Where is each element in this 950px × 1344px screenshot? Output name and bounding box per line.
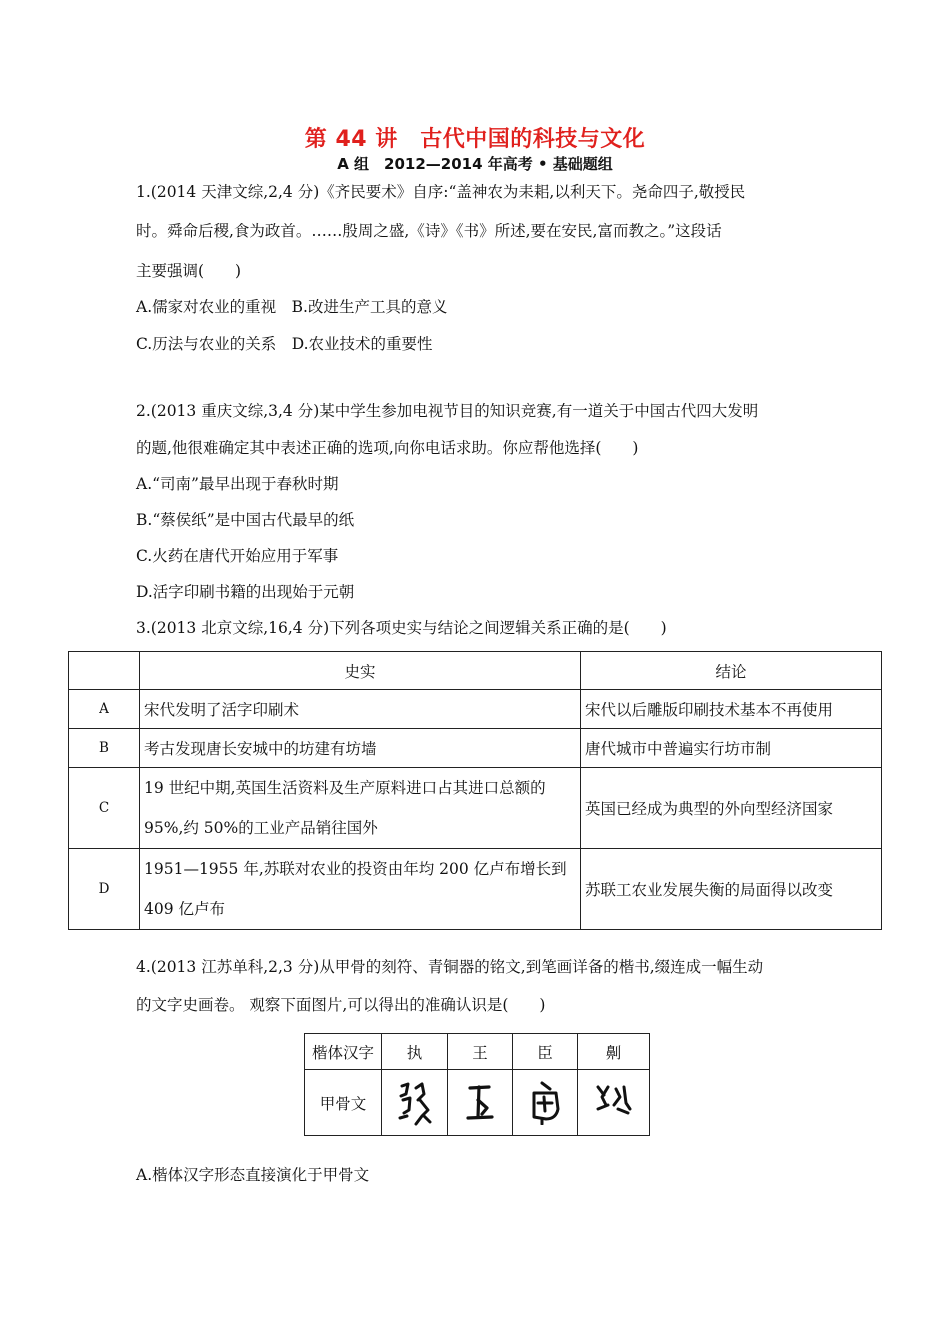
row-conclusion: 苏联工农业发展失衡的局面得以改变 (581, 849, 882, 930)
q1-stem-line-1: 1.(2014 天津文综,2,4 分)《齐民要术》自序:“盖神农为耒耜,以利天下。尧命四子,敬授民 (136, 183, 746, 201)
char-wang: 王 (448, 1034, 513, 1070)
header-conclusion: 结论 (581, 652, 882, 690)
q2-option-a[interactable]: A.“司南”最早出现于春秋时期 (136, 475, 339, 493)
table-row[interactable] (69, 729, 882, 768)
q2-stem-line-1: 2.(2013 重庆文综,3,4 分)某中学生参加电视节目的知识竞赛,有一道关于中国古代四大发明 (136, 402, 759, 420)
q2-stem-line-2: 的题,他很难确定其中表述正确的选项,向你电话求助。你应帮他选择( ) (136, 439, 639, 457)
oracle-wang-icon (465, 1084, 495, 1122)
row-fact: 1951—1955 年,苏联对农业的投资由年均 200 亿卢布增长到 409 亿卢布 (140, 849, 581, 930)
oracle-glyph-chen (513, 1070, 578, 1136)
q4-stem-line-2: 的文字史画卷。 观察下面图片,可以得出的准确认识是( ) (136, 996, 546, 1014)
table-row[interactable] (69, 690, 882, 729)
char-yi: 劓 (578, 1034, 650, 1070)
oracle-row (305, 1070, 650, 1136)
row-label: C (69, 768, 140, 849)
row-fact: 19 世纪中期,英国生活资料及生产原料进口占其进口总额的 95%,约 50%的工业产品销往国外 (140, 768, 581, 849)
q3-stem: 3.(2013 北京文综,16,4 分)下列各项史实与结论之间逻辑关系正确的是( ) (136, 619, 667, 637)
table-header-row (69, 652, 882, 690)
q2-option-b[interactable]: B.“蔡侯纸”是中国古代最早的纸 (136, 511, 355, 529)
oracle-glyph-wang (448, 1070, 513, 1136)
q1-stem-line-3: 主要强调( ) (136, 262, 242, 280)
q4-stem-line-1: 4.(2013 江苏单科,2,3 分)从甲骨的刻符、青铜器的铭文,到笔画详备的楷书,缀连成一幅生动 (136, 958, 764, 976)
q1-option-ab[interactable]: A.儒家对农业的重视 B.改进生产工具的意义 (136, 298, 448, 316)
table-row[interactable] (69, 768, 882, 849)
row-conclusion: 英国已经成为典型的外向型经济国家 (581, 768, 882, 849)
q2-option-c[interactable]: C.火药在唐代开始应用于军事 (136, 547, 339, 565)
oracle-label: 甲骨文 (305, 1070, 382, 1136)
row-fact: 宋代发明了活字印刷术 (140, 690, 581, 729)
q3-facts-table (68, 651, 882, 930)
q1-option-cd[interactable]: C.历法与农业的关系 D.农业技术的重要性 (136, 335, 433, 353)
char-chen: 臣 (513, 1034, 578, 1070)
row-label: B (69, 729, 140, 768)
oracle-glyph-yi (578, 1070, 650, 1136)
header-blank (69, 652, 140, 690)
q2-option-d[interactable]: D.活字印刷书籍的出现始于元朝 (136, 583, 355, 601)
lesson-title: 第 44 讲 古代中国的科技与文化 (304, 127, 646, 152)
oracle-yi-icon (594, 1083, 634, 1123)
row-label: D (69, 849, 140, 930)
row-label: A (69, 690, 140, 729)
row-fact: 考古发现唐长安城中的坊建有坊墙 (140, 729, 581, 768)
oracle-glyph-zhi (382, 1070, 448, 1136)
q4-option-a[interactable]: A.楷体汉字形态直接演化于甲骨文 (136, 1166, 370, 1184)
table-row[interactable] (69, 849, 882, 930)
oracle-chen-icon (528, 1081, 562, 1125)
row-conclusion: 唐代城市中普遍实行坊市制 (581, 729, 882, 768)
char-zhi: 执 (382, 1034, 448, 1070)
row-conclusion: 宋代以后雕版印刷技术基本不再使用 (581, 690, 882, 729)
header-fact: 史实 (140, 652, 581, 690)
q1-stem-line-2: 时。舜命后稷,食为政首。……殷周之盛,《诗》《书》所述,要在安民,富而教之。”这段话 (136, 222, 722, 240)
q4-script-table (304, 1033, 650, 1136)
oracle-zhi-icon (398, 1080, 432, 1126)
section-subtitle: A 组 2012—2014 年高考 • 基础题组 (337, 155, 613, 173)
kaishu-label: 楷体汉字 (305, 1034, 382, 1070)
kaishu-row (305, 1034, 650, 1070)
